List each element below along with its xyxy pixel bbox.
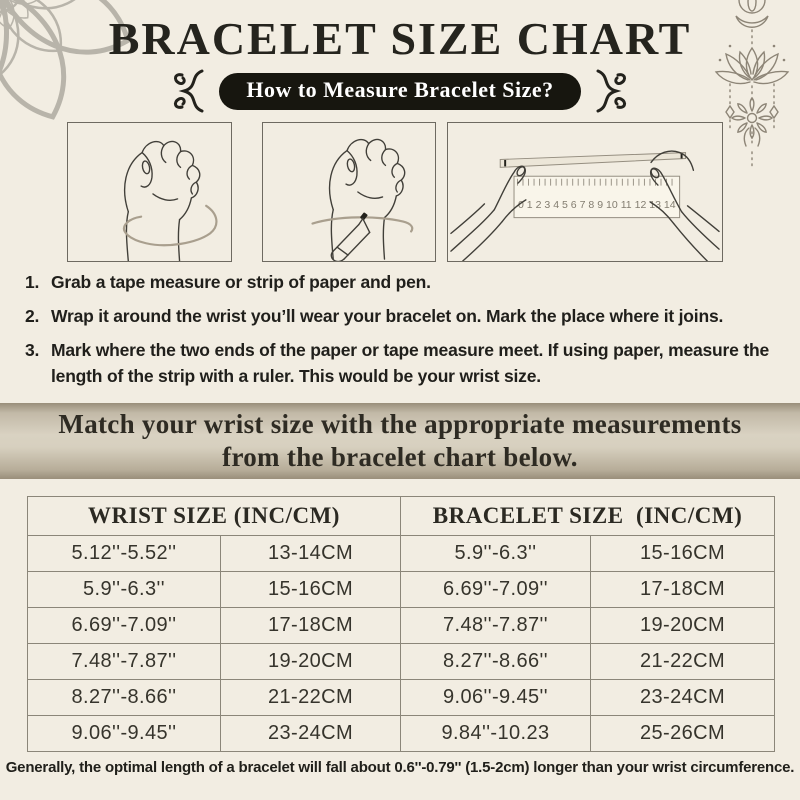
wrist-cm-cell: 23-24CM (221, 716, 401, 752)
page-title: BRACELET SIZE CHART (108, 13, 692, 64)
size-table (27, 496, 775, 752)
wrist-cm-cell: 19-20CM (221, 644, 401, 680)
bracelet-cm-cell: 23-24CM (591, 680, 775, 716)
table-row (28, 572, 775, 608)
table-row (28, 644, 775, 680)
step-number: 2. (25, 306, 40, 326)
wrist-size-header: WRIST SIZE (INC/CM) (28, 497, 401, 536)
bracelet-cm-cell: 17-18CM (591, 572, 775, 608)
banner-line-1: Match your wrist size with the appropriate measurements (58, 409, 742, 439)
table-row (28, 608, 775, 644)
left-flourish-icon (173, 68, 207, 114)
measure-steps-list (25, 269, 777, 389)
wrist-inch-cell: 5.9''-6.3'' (28, 572, 221, 608)
step-item-2 (25, 303, 777, 329)
step-text: Mark where the two ends of the paper or tape measure meet. If using paper, measure the length of the strip with a ruler. This would be your wrist size. (51, 340, 770, 386)
bracelet-inch-cell: 5.9''-6.3'' (401, 536, 591, 572)
wrist-inch-cell: 6.69''-7.09'' (28, 608, 221, 644)
footnote: Generally, the optimal length of a bracelet will fall about 0.6''-0.79'' (1.5-2cm) longer than your wrist circumference. (5, 759, 795, 776)
step-item-3 (25, 337, 777, 389)
step-number: 1. (25, 272, 40, 292)
bracelet-cm-cell: 21-22CM (591, 644, 775, 680)
wrist-cm-cell: 15-16CM (221, 572, 401, 608)
wrist-cm-cell: 13-14CM (221, 536, 401, 572)
wrist-inch-cell: 5.12''-5.52'' (28, 536, 221, 572)
bracelet-cm-cell: 19-20CM (591, 608, 775, 644)
step-item-1 (25, 269, 777, 295)
badge-row (0, 68, 800, 114)
wrist-inch-cell: 8.27''-8.66'' (28, 680, 221, 716)
step-text: Grab a tape measure or strip of paper and pen. (51, 272, 431, 292)
illustration-mark-with-pen (262, 122, 436, 262)
pen-icon (331, 219, 369, 261)
bracelet-inch-cell: 7.48''-7.87'' (401, 608, 591, 644)
illustration-ruler-measure (447, 122, 723, 262)
banner-line-2: from the bracelet chart below. (222, 442, 578, 472)
step-text: Wrap it around the wrist you’ll wear your bracelet on. Mark the place where it joins. (51, 306, 724, 326)
string-loop (124, 206, 216, 245)
bracelet-cm-cell: 15-16CM (591, 536, 775, 572)
bracelet-inch-cell: 8.27''-8.66'' (401, 644, 591, 680)
bracelet-inch-cell: 6.69''-7.09'' (401, 572, 591, 608)
wrist-cm-cell: 21-22CM (221, 680, 401, 716)
table-row (28, 716, 775, 752)
table-header-row (28, 497, 775, 536)
how-to-measure-badge: How to Measure Bracelet Size? (219, 73, 580, 110)
match-instruction-banner (0, 403, 800, 479)
table-row (28, 680, 775, 716)
wrist-cm-cell: 17-18CM (221, 608, 401, 644)
wrist-inch-cell: 7.48''-7.87'' (28, 644, 221, 680)
illustration-wrap-string (67, 122, 232, 262)
bracelet-inch-cell: 9.84''-10.23 (401, 716, 591, 752)
bracelet-cm-cell: 25-26CM (591, 716, 775, 752)
wrist-inch-cell: 9.06''-9.45'' (28, 716, 221, 752)
bracelet-inch-cell: 9.06''-9.45'' (401, 680, 591, 716)
table-row (28, 536, 775, 572)
right-flourish-icon (593, 68, 627, 114)
step-number: 3. (25, 340, 40, 360)
bracelet-size-header: BRACELET SIZE (INC/CM) (401, 497, 775, 536)
ruler-numbers: 0 1 2 3 4 5 6 7 8 9 10 11 12 13 14 (517, 199, 677, 211)
